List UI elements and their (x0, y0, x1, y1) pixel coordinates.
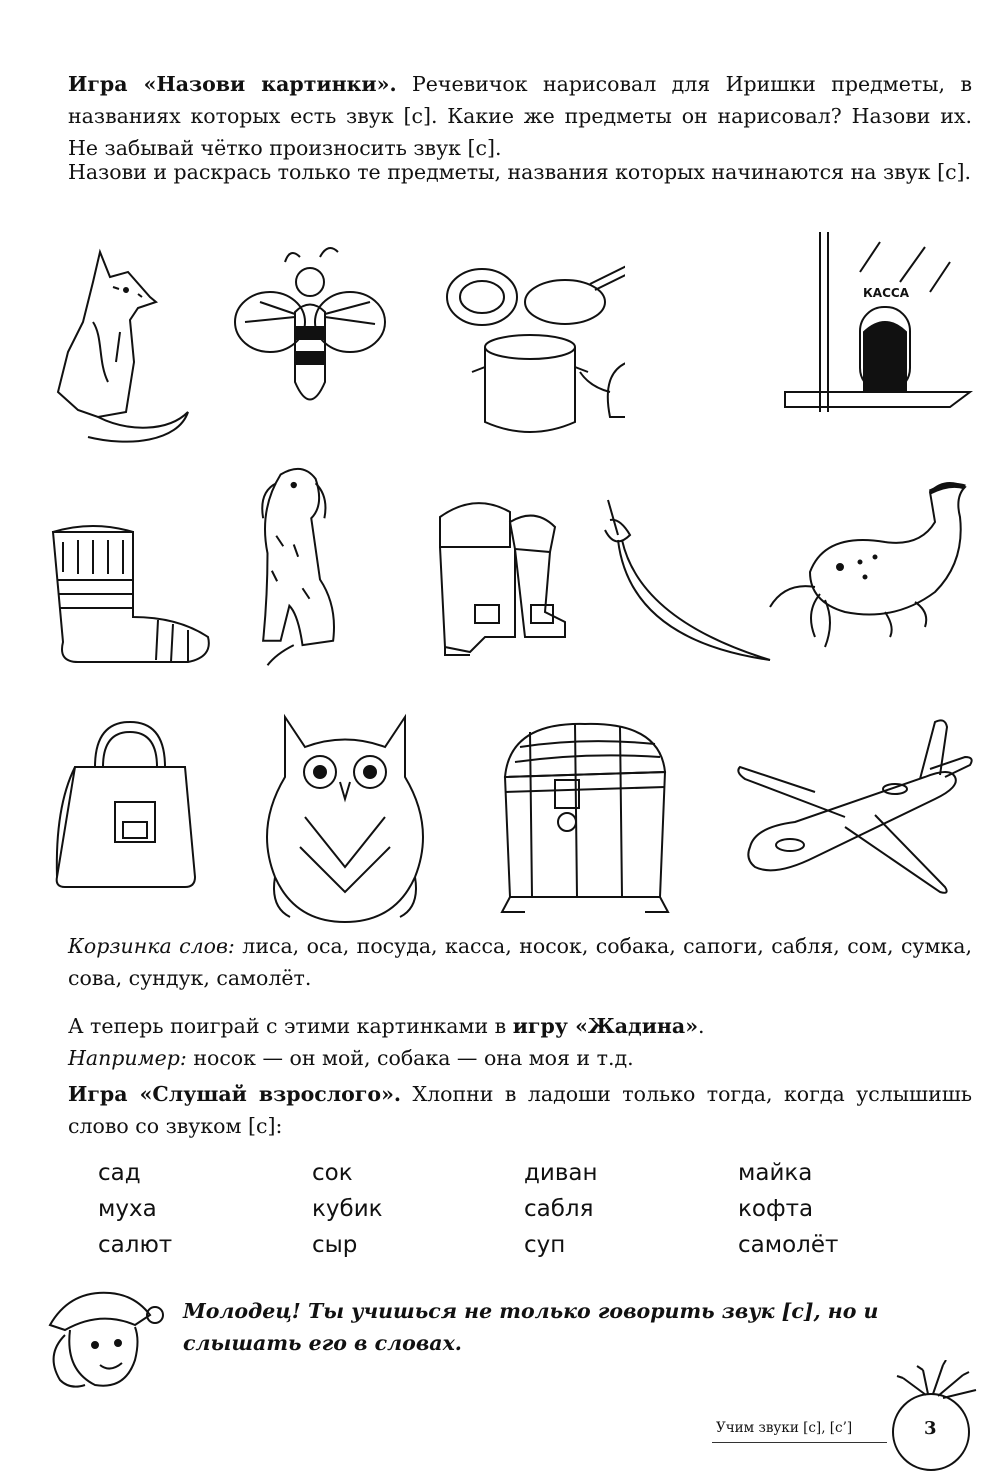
boots-icon (425, 487, 605, 697)
game1-text: Речевичок нарисовал для Иришки предметы, в названиях которых есть звук [с]. Какие же предметы он нарисовал? Назови их. Не забывай чётко произносить звук [с]. (68, 72, 972, 160)
word-item: муха (98, 1196, 157, 1222)
pictures-grid (30, 232, 980, 932)
word-column (98, 1155, 298, 1263)
word-item: кофта (738, 1196, 814, 1222)
word-column (738, 1155, 938, 1263)
listen-game-paragraph (68, 1078, 972, 1142)
word-basket-paragraph (68, 930, 972, 994)
greedy-game-paragraph (68, 1010, 972, 1074)
word-item: самолёт (738, 1232, 839, 1258)
page-number: 3 (924, 1418, 937, 1439)
airplane-icon (735, 717, 980, 917)
task-paragraph: Назови и раскрась только те предметы, названия которых начинаются на звук [с]. (68, 160, 972, 184)
greedy-intro: А теперь поиграй с этими картинками в (68, 1014, 513, 1038)
praise-message: Молодец! Ты учишься не только говорить звук [с], но и слышать его в словах. (183, 1299, 879, 1355)
footer-title: Учим звуки [с], [с’] (716, 1420, 853, 1436)
intro-paragraph (68, 68, 972, 164)
bag-icon (45, 712, 225, 922)
word-list (98, 1155, 958, 1265)
basket-words: лиса, оса, посуда, касса, носок, собака, сапоги, сабля, сом, сумка, сова, сундук, самолёт. (68, 934, 972, 990)
word-column (524, 1155, 724, 1263)
footer-divider (712, 1442, 887, 1443)
fox-icon (38, 242, 218, 452)
word-item: салют (98, 1232, 173, 1258)
word-item: кубик (312, 1196, 383, 1222)
example-text: носок — он мой, собака — она моя и т.д. (186, 1046, 634, 1070)
gnome-icon (40, 1285, 170, 1395)
basket-label: Корзинка слов: (68, 934, 235, 958)
listen-game-text: Хлопни в ладоши только тогда, когда услышишь слово со звуком [с]: (68, 1082, 972, 1138)
word-item: суп (524, 1232, 566, 1258)
chest-icon (490, 712, 680, 927)
word-item: сабля (524, 1196, 594, 1222)
game1-title: Игра «Назови картинки». (68, 72, 397, 96)
word-column (312, 1155, 512, 1263)
catfish-icon (765, 462, 980, 677)
wasp-icon (230, 242, 410, 452)
word-item: диван (524, 1160, 598, 1186)
greedy-game-title: игру «Жадина» (512, 1014, 699, 1038)
example-label: Например: (68, 1046, 187, 1070)
word-item: сок (312, 1160, 353, 1186)
greedy-period: . (698, 1014, 705, 1038)
saber-icon (600, 490, 780, 700)
ticket-office-icon (780, 232, 975, 432)
word-item: майка (738, 1160, 813, 1186)
dishes-icon (440, 232, 625, 447)
listen-game-title: Игра «Слушай взрослого». (68, 1082, 402, 1106)
word-item: сыр (312, 1232, 358, 1258)
dog-icon (230, 457, 410, 667)
word-item: сад (98, 1160, 141, 1186)
kassa-sign-text: КАССА (863, 286, 909, 300)
owl-icon (245, 707, 445, 932)
sock-icon (38, 512, 218, 722)
